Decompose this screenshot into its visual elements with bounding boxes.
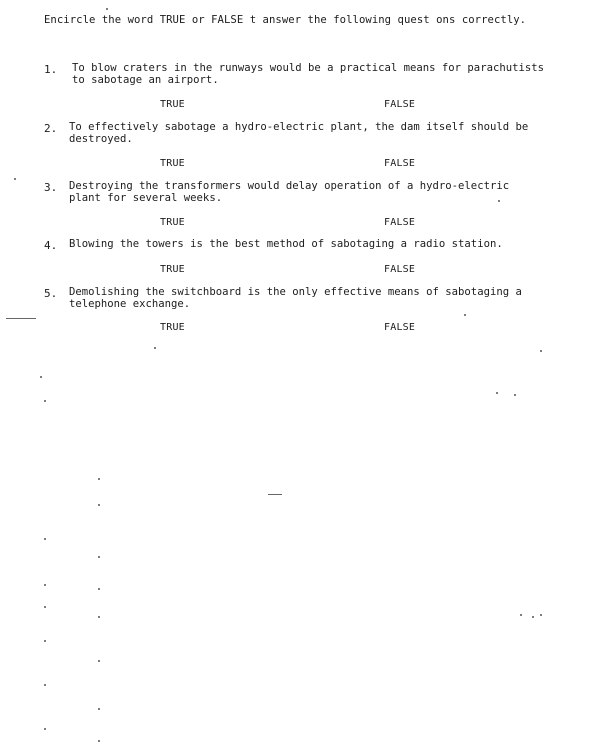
scan-speck <box>98 556 100 558</box>
scan-speck <box>44 400 46 402</box>
scan-speck <box>98 708 100 710</box>
scan-speck <box>44 728 46 730</box>
question-number: 2. <box>44 122 58 135</box>
scan-speck <box>540 614 542 616</box>
question-number: 4. <box>44 239 58 252</box>
answer-false-2[interactable]: FALSE <box>384 158 416 169</box>
scan-speck <box>520 614 522 616</box>
scan-speck <box>98 588 100 590</box>
answer-true-5[interactable]: TRUE <box>160 322 185 333</box>
question-text: Destroying the transformers would delay operation of a hydro-electric plant for several weeks. <box>69 180 510 204</box>
scan-speck <box>498 200 500 202</box>
question-number: 5. <box>44 287 58 300</box>
scan-speck <box>44 538 46 540</box>
question-number: 1. <box>44 63 58 76</box>
scan-speck <box>106 8 108 10</box>
question-text: To effectively sabotage a hydro-electric plant, the dam itself should be destroyed. <box>69 121 529 145</box>
question-text: Blowing the towers is the best method of sabotaging a radio station. <box>69 238 503 250</box>
instructions-text: Encircle the word TRUE or FALSE t answer the following quest ons correctly. <box>44 14 527 26</box>
question-number: 3. <box>44 181 58 194</box>
scan-speck <box>514 394 516 396</box>
answer-false-3[interactable]: FALSE <box>384 217 416 228</box>
scan-speck <box>40 376 42 378</box>
scan-speck <box>44 606 46 608</box>
scan-mark <box>6 318 36 319</box>
scan-speck <box>496 392 498 394</box>
scan-speck <box>14 178 16 180</box>
scan-speck <box>44 684 46 686</box>
scan-speck <box>98 740 100 742</box>
answer-false-5[interactable]: FALSE <box>384 322 416 333</box>
scan-speck <box>44 584 46 586</box>
scan-speck <box>98 616 100 618</box>
answer-true-3[interactable]: TRUE <box>160 217 185 228</box>
answer-false-1[interactable]: FALSE <box>384 99 416 110</box>
question-text: Demolishing the switchboard is the only effective means of sabotaging a telephone exchange. <box>69 286 522 310</box>
scan-speck <box>464 314 466 316</box>
scan-speck <box>44 640 46 642</box>
scan-speck <box>532 616 534 618</box>
answer-true-2[interactable]: TRUE <box>160 158 185 169</box>
answer-true-4[interactable]: TRUE <box>160 264 185 275</box>
question-text: To blow craters in the runways would be a practical means for parachutists to sabotage an airport. <box>72 62 544 86</box>
scan-speck <box>98 478 100 480</box>
scan-speck <box>540 350 542 352</box>
answer-true-1[interactable]: TRUE <box>160 99 185 110</box>
scan-speck <box>98 504 100 506</box>
answer-false-4[interactable]: FALSE <box>384 264 416 275</box>
scan-mark <box>268 494 282 495</box>
scan-speck <box>154 347 156 349</box>
scan-speck <box>98 660 100 662</box>
